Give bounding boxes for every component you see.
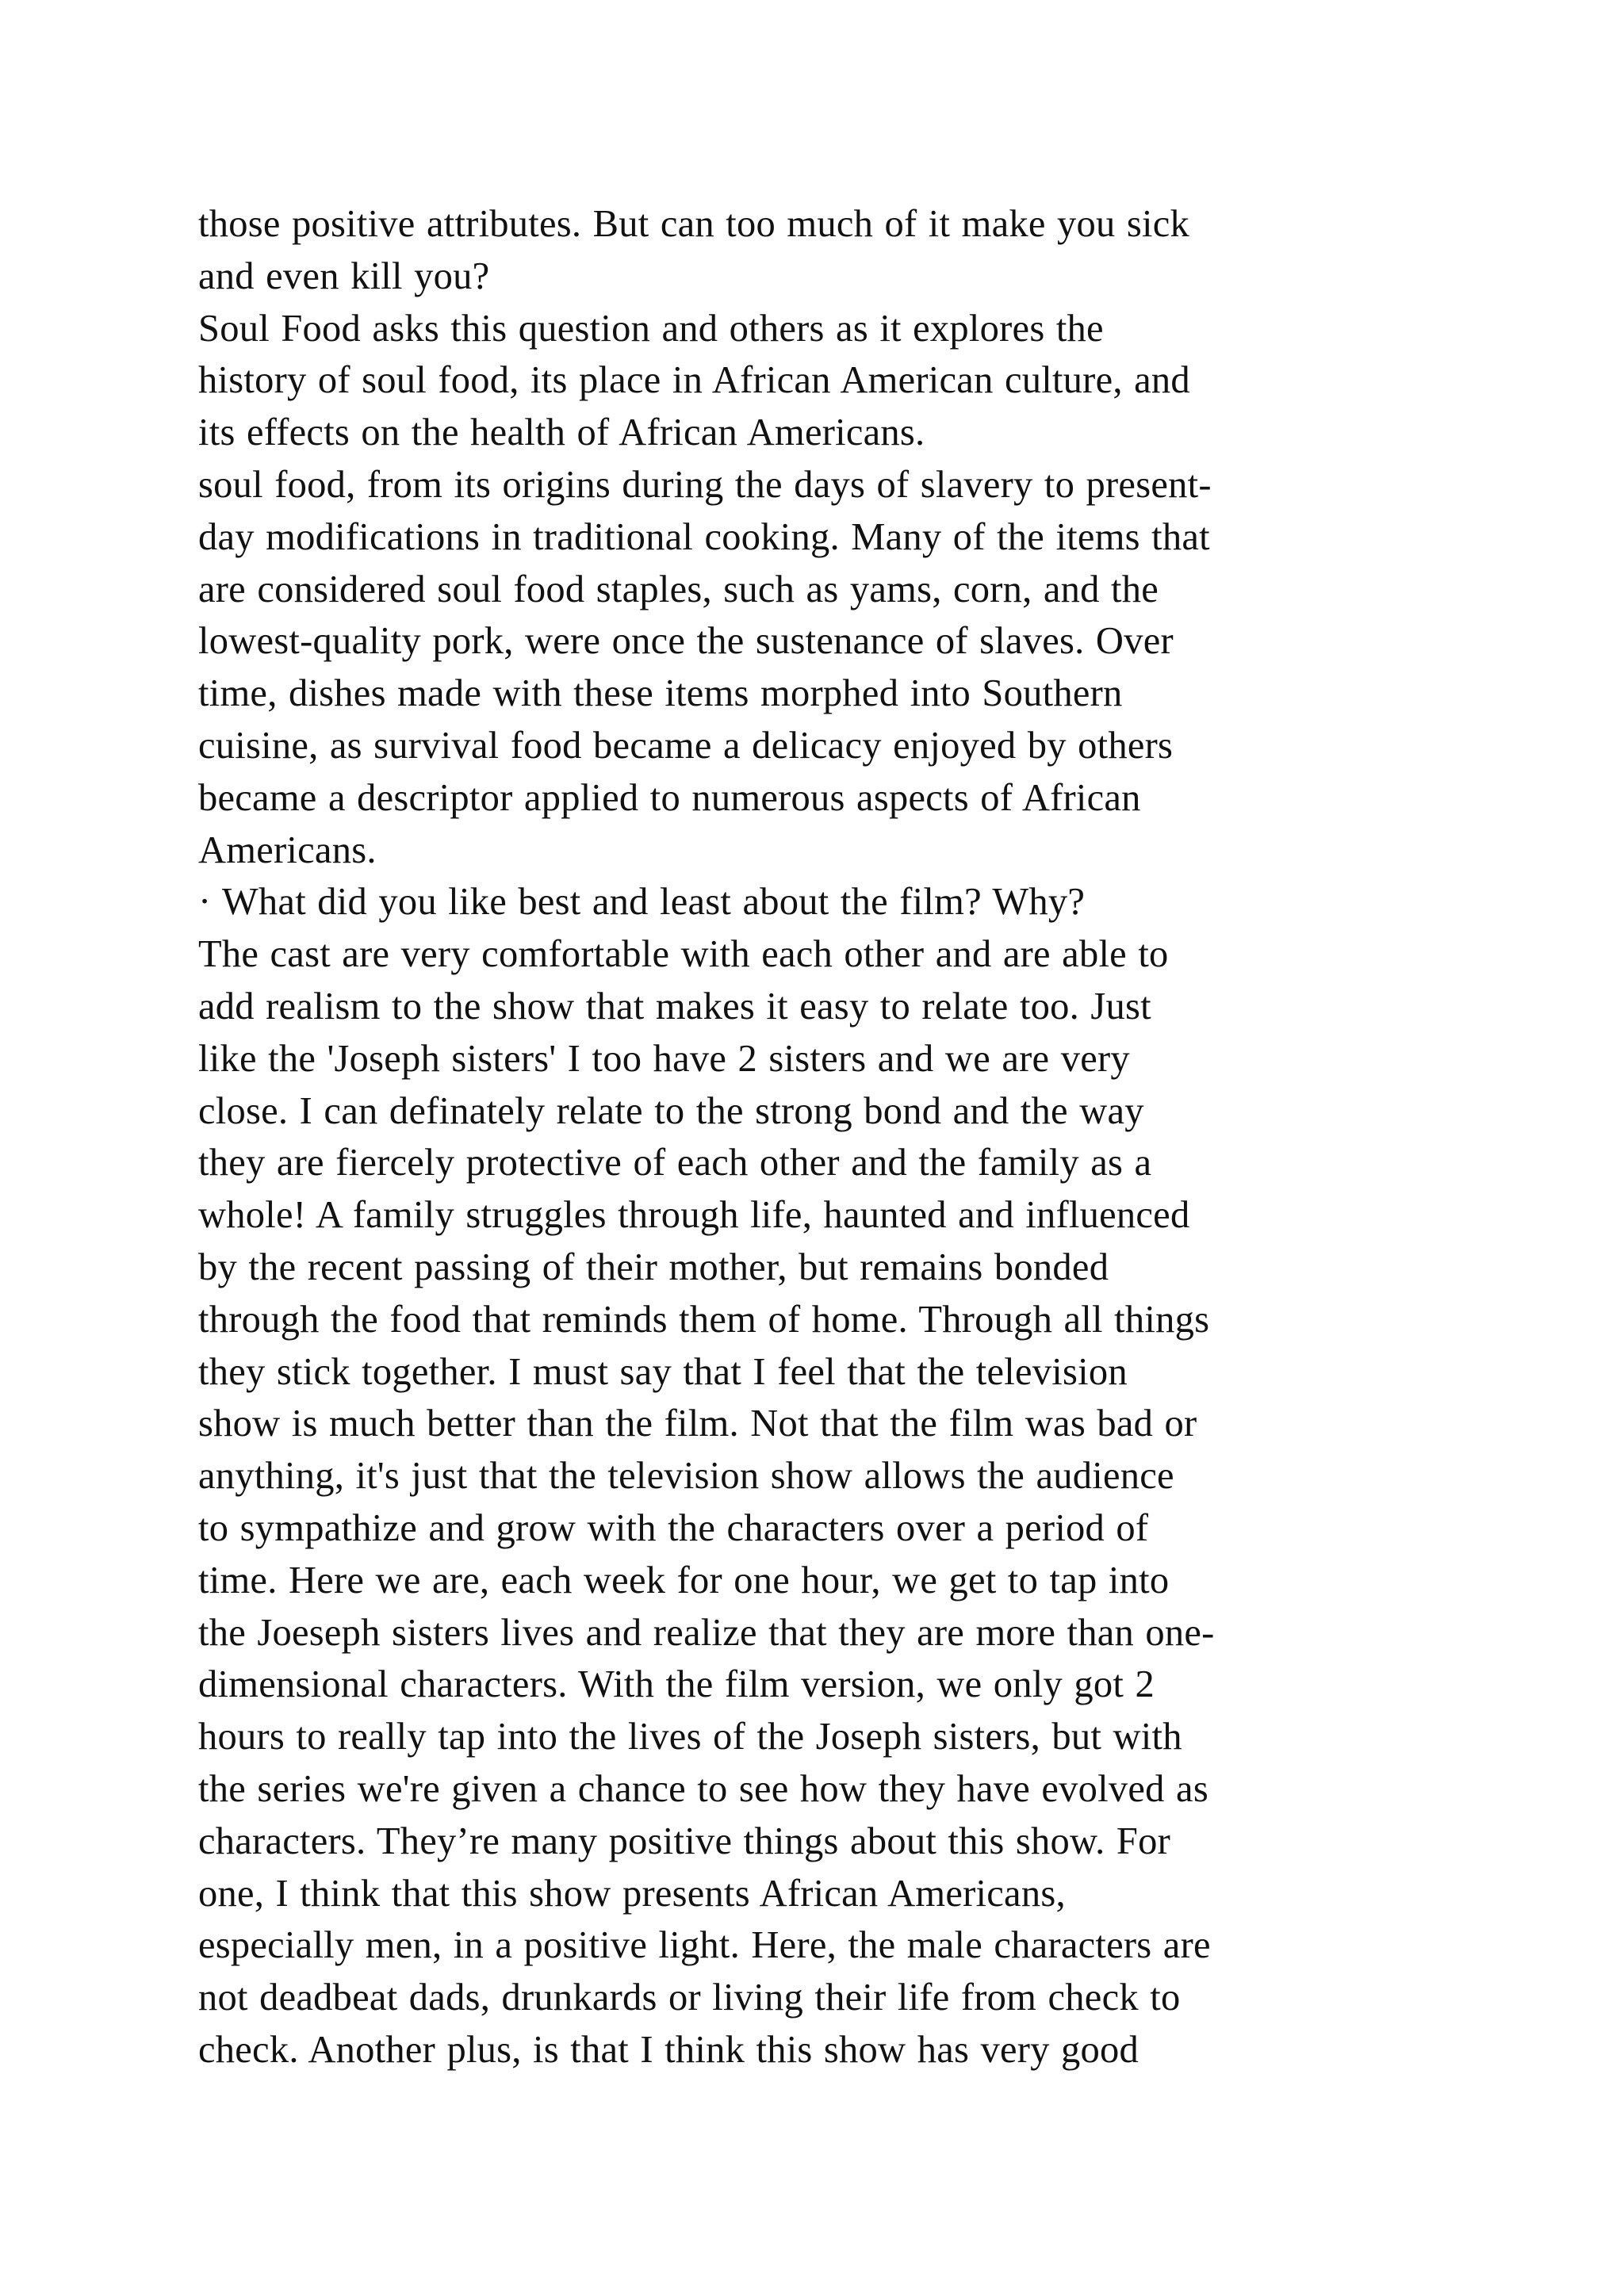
text-line: Americans. <box>198 828 377 871</box>
text-line: not deadbeat dads, drunkards or living their life from check to <box>198 1976 1181 2019</box>
text-line: day modifications in traditional cooking. Many of the items that <box>198 515 1210 558</box>
text-line: whole! A family struggles through life, haunted and influenced <box>198 1194 1190 1237</box>
text-line: lowest-quality pork, were once the sustenance of slaves. Over <box>198 620 1174 663</box>
text-line: they are fiercely protective of each other and the family as a <box>198 1142 1152 1184</box>
text-line: add realism to the show that makes it easy to relate too. Just <box>198 985 1151 1027</box>
text-line: close. I can definately relate to the strong bond and the way <box>198 1089 1144 1132</box>
text-line: the series we're given a chance to see how they have evolved as <box>198 1767 1208 1810</box>
text-line: by the recent passing of their mother, but remains bonded <box>198 1246 1109 1288</box>
text-line: and even kill you? <box>198 254 490 297</box>
text-line: they stick together. I must say that I feel that the television <box>198 1350 1128 1393</box>
text-line: anything, it's just that the television show allows the audience <box>198 1455 1174 1498</box>
text-line: especially men, in a positive light. Here, the male characters are <box>198 1924 1211 1967</box>
question-bullet-line: · What did you like best and least about the film? Why? <box>198 881 1086 924</box>
text-line: The cast are very comfortable with each other and are able to <box>198 933 1169 976</box>
text-line: check. Another plus, is that I think this show has very good <box>198 2028 1139 2071</box>
text-line: are considered soul food staples, such as yams, corn, and the <box>198 568 1159 610</box>
text-line: hours to really tap into the lives of the Joseph sisters, but with <box>198 1716 1182 1758</box>
text-line: dimensional characters. With the film version, we only got 2 <box>198 1663 1155 1706</box>
text-line: soul food, from its origins during the days of slavery to present- <box>198 463 1212 506</box>
text-line: time. Here we are, each week for one hour, we get to tap into <box>198 1559 1170 1601</box>
text-line: time, dishes made with these items morphed into Southern <box>198 672 1123 715</box>
text-line: became a descriptor applied to numerous aspects of African <box>198 776 1141 819</box>
text-line: characters. They’re many positive things about this show. For <box>198 1820 1170 1862</box>
text-line: the Joeseph sisters lives and realize that they are more than one- <box>198 1611 1215 1654</box>
text-line: one, I think that this show presents African Americans, <box>198 1872 1066 1915</box>
text-line: history of soul food, its place in African American culture, and <box>198 359 1190 402</box>
text-line: those positive attributes. But can too much of it make you sick <box>198 203 1190 245</box>
text-line: like the 'Joseph sisters' I too have 2 sisters and we are very <box>198 1037 1130 1080</box>
text-line: to sympathize and grow with the characters over a period of <box>198 1506 1149 1549</box>
text-line: show is much better than the film. Not that the film was bad or <box>198 1402 1197 1445</box>
text-line: through the food that reminds them of home. Through all things <box>198 1298 1210 1341</box>
text-line: Soul Food asks this question and others as it explores the <box>198 307 1104 350</box>
body-text <box>198 198 1467 2076</box>
text-line: its effects on the health of African Americans. <box>198 411 925 454</box>
text-line: cuisine, as survival food became a delicacy enjoyed by others <box>198 724 1174 767</box>
